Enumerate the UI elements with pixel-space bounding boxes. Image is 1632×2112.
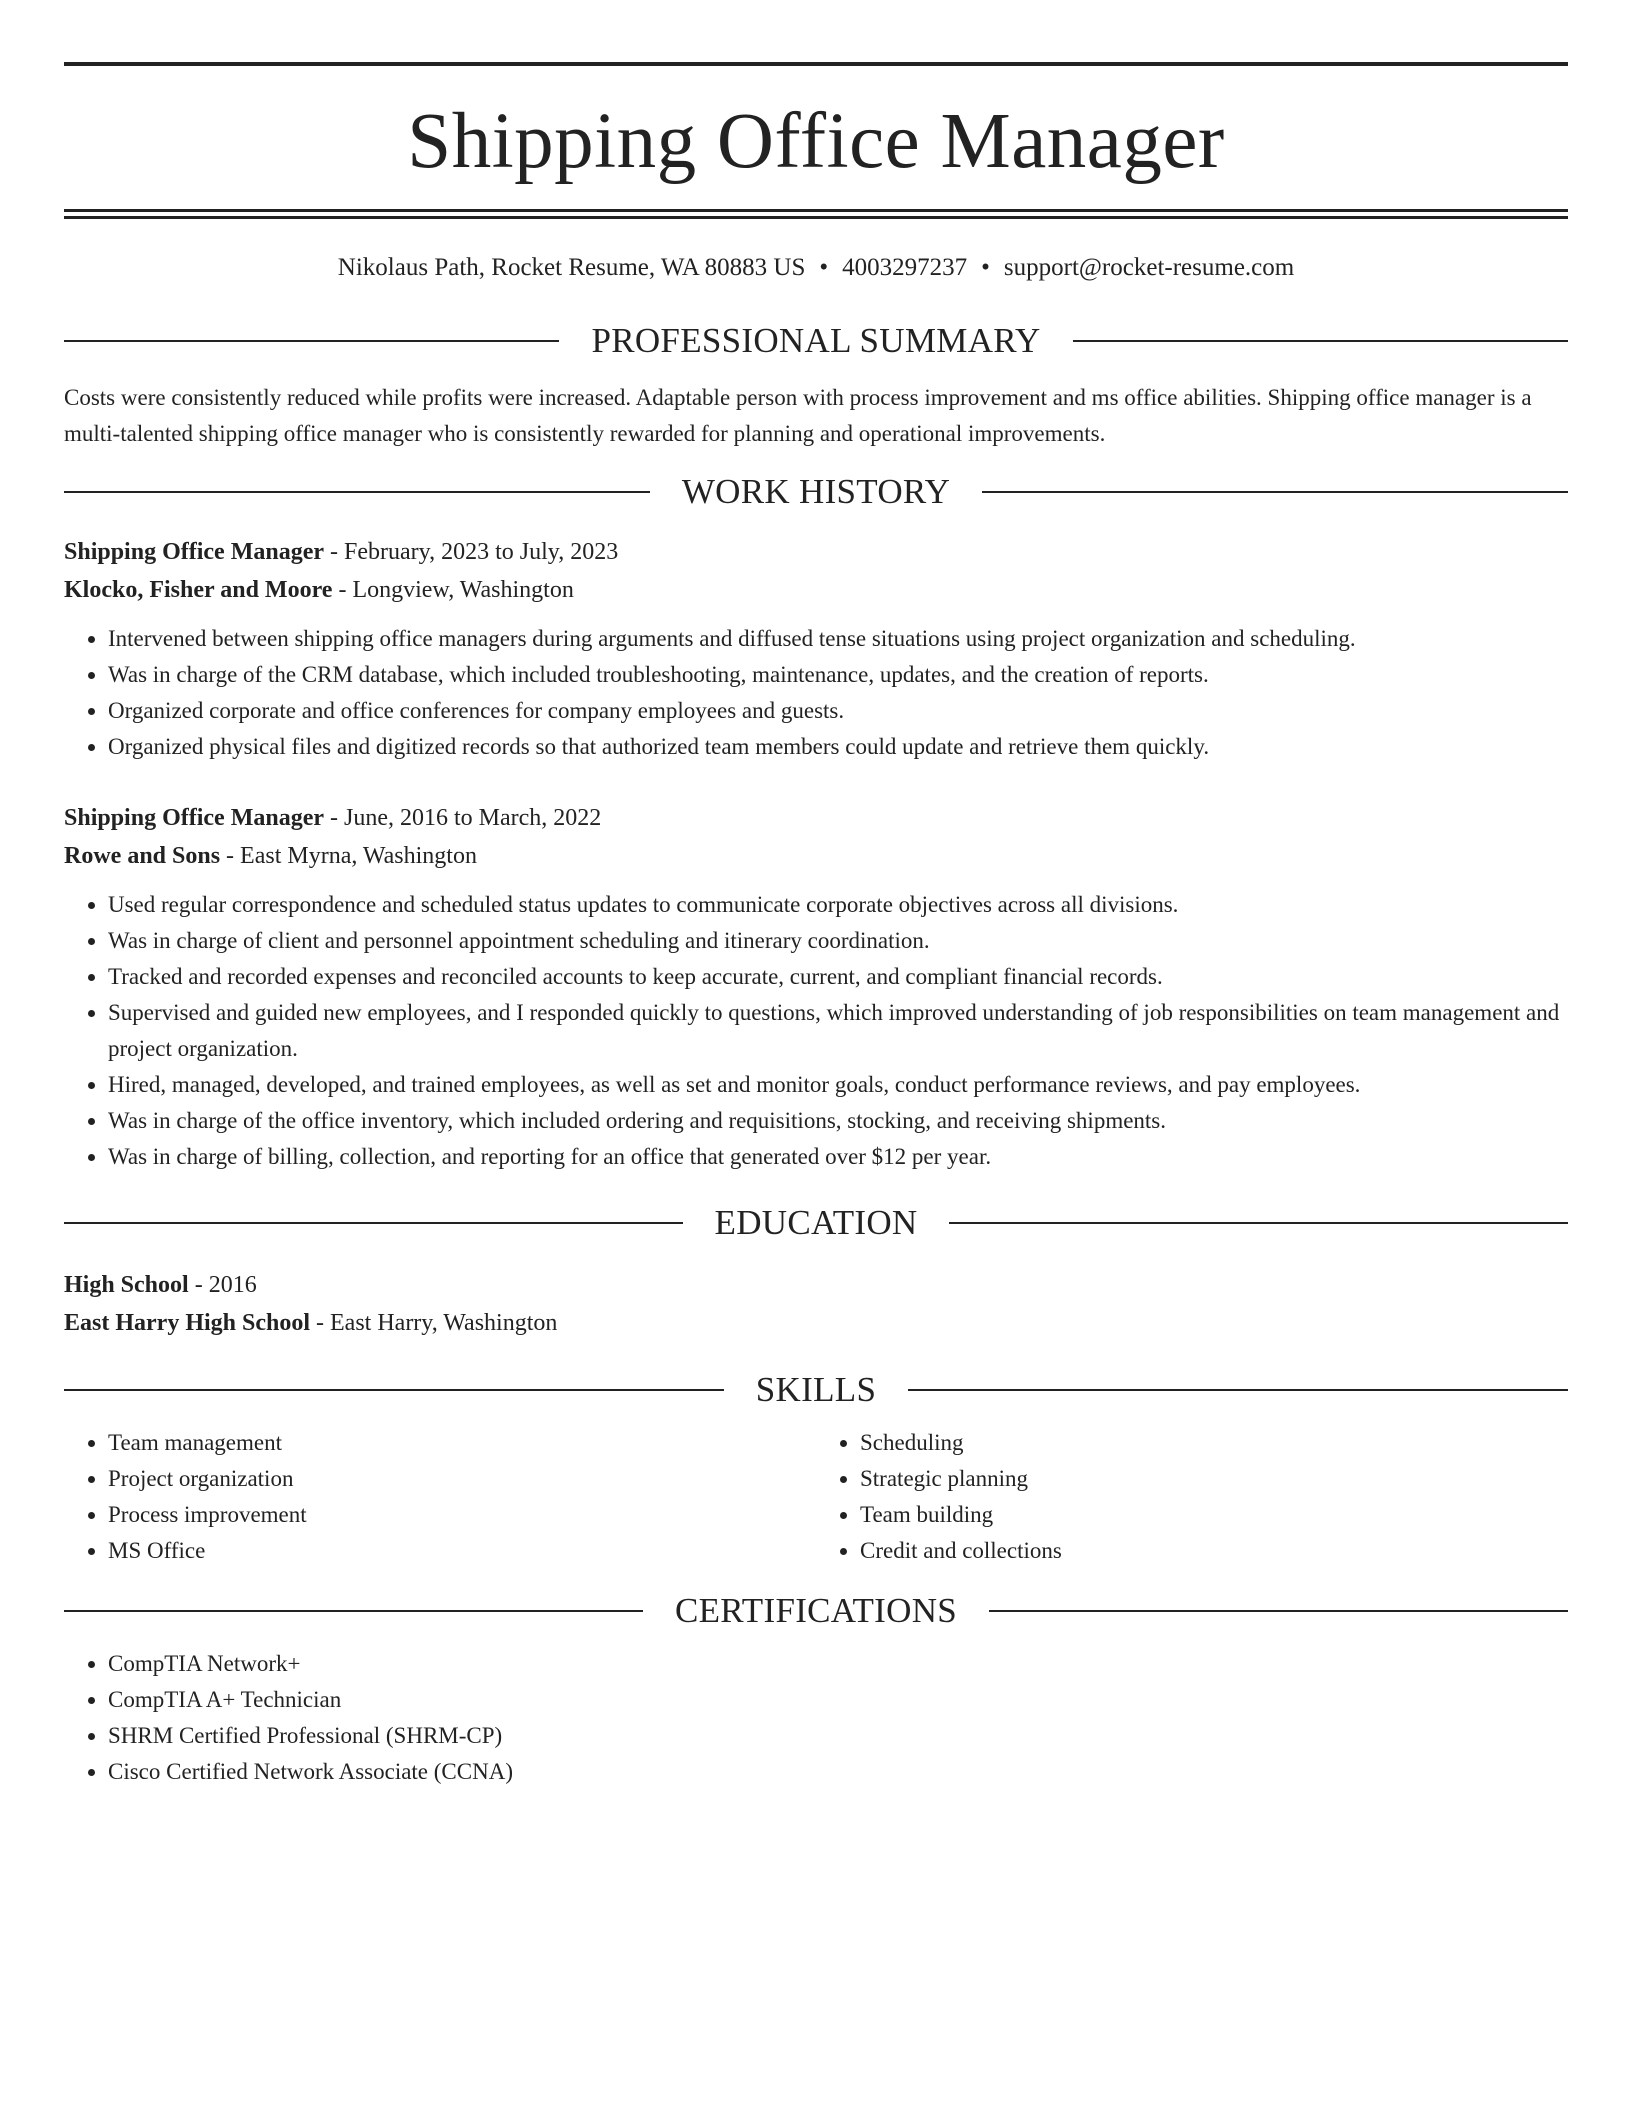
list-item: • Tracked and recorded expenses and reconciled accounts to keep accurate, current, and compliant financial records.: [108, 959, 1568, 995]
heading-rule: [982, 491, 1568, 493]
job-dates: - February, 2023 to July, 2023: [324, 539, 619, 565]
list-item: • CompTIA A+ Technician: [108, 1682, 1568, 1718]
job-location: - East Myrna, Washington: [220, 843, 477, 869]
list-item: • Hired, managed, developed, and trained employees, as well as set and monitor goals, conduct performance reviews, and pay employees.: [108, 1067, 1568, 1103]
job-bullets: [64, 621, 1568, 765]
skills-list-right: [816, 1425, 1568, 1569]
education-school: East Harry High School: [64, 1310, 311, 1336]
list-item: • Was in charge of billing, collection, and reporting for an office that generated over $12 per year.: [108, 1139, 1568, 1175]
contact-address: Nikolaus Path, Rocket Resume, WA 80883 US: [337, 254, 806, 281]
heading-rule: [64, 1610, 643, 1612]
list-item: • Used regular correspondence and scheduled status updates to communicate corporate objectives across all divisions.: [108, 887, 1568, 923]
heading-rule: [989, 1610, 1568, 1612]
list-item: • Intervened between shipping office managers during arguments and diffused tense situations using project organization and scheduling.: [108, 621, 1568, 657]
job-company-line: [64, 571, 1568, 609]
section-title: CERTIFICATIONS: [674, 1591, 958, 1630]
heading-rule: [949, 1222, 1568, 1224]
job-bullets: [64, 887, 1568, 1175]
list-item: • Team building: [860, 1497, 1568, 1533]
skills-list-left: [64, 1425, 816, 1569]
education-school-line: [64, 1304, 1568, 1342]
list-item: • Was in charge of client and personnel appointment scheduling and itinerary coordination.: [108, 923, 1568, 959]
section-heading-work-history: [64, 474, 1568, 509]
heading-rule: [908, 1389, 1568, 1391]
heading-rule: [64, 1222, 683, 1224]
list-item: • MS Office: [108, 1533, 816, 1569]
list-item: • Credit and collections: [860, 1533, 1568, 1569]
list-item: • Was in charge of the office inventory, which included ordering and requisitions, stocking, and receiving shipments.: [108, 1103, 1568, 1139]
job-role-line: [64, 799, 1568, 837]
heading-rule: [64, 340, 559, 342]
education-degree-line: [64, 1266, 1568, 1304]
job-dates: - June, 2016 to March, 2022: [324, 805, 602, 831]
skills-columns: [64, 1425, 1568, 1569]
section-heading-certifications: [64, 1593, 1568, 1628]
job-entry: [64, 799, 1568, 1175]
list-item: • Cisco Certified Network Associate (CCNA): [108, 1754, 1568, 1790]
education-degree: High School: [64, 1272, 189, 1298]
certifications-list: [64, 1646, 1568, 1790]
job-company: Rowe and Sons: [64, 843, 221, 869]
summary-text: Costs were consistently reduced while profits were increased. Adaptable person with process improvement and ms office abilities. Shipping office manager is a multi-talented shipping office manager who is consistently rewarded for planning and operational improvements.: [64, 385, 1532, 446]
contact-separator: •: [819, 254, 829, 281]
job-role: Shipping Office Manager: [64, 539, 325, 565]
list-item: • SHRM Certified Professional (SHRM-CP): [108, 1718, 1568, 1754]
list-item: • Process improvement: [108, 1497, 816, 1533]
section-heading-summary: [64, 323, 1568, 358]
contact-line: [64, 253, 1568, 283]
job-company: Klocko, Fisher and Moore: [64, 577, 333, 603]
section-title: PROFESSIONAL SUMMARY: [591, 321, 1041, 360]
section-title: WORK HISTORY: [681, 472, 951, 511]
list-item: • Supervised and guided new employees, and I responded quickly to questions, which improved understanding of job responsibilities on team management and project organization.: [108, 995, 1568, 1067]
heading-rule: [64, 491, 650, 493]
list-item: • Organized corporate and office conferences for company employees and guests.: [108, 693, 1568, 729]
list-item: • Scheduling: [860, 1425, 1568, 1461]
job-role-line: [64, 533, 1568, 571]
job-entry: [64, 533, 1568, 765]
section-heading-education: [64, 1205, 1568, 1240]
job-location: - Longview, Washington: [332, 577, 574, 603]
contact-email[interactable]: support@rocket-resume.com: [1003, 254, 1295, 281]
list-item: • Project organization: [108, 1461, 816, 1497]
job-company-line: [64, 837, 1568, 875]
title-double-rule: [64, 209, 1568, 219]
contact-phone[interactable]: 4003297237: [842, 254, 968, 281]
list-item: • Strategic planning: [860, 1461, 1568, 1497]
heading-rule: [64, 1389, 724, 1391]
education-location: - East Harry, Washington: [310, 1310, 558, 1336]
section-title: EDUCATION: [714, 1203, 918, 1242]
top-rule: [64, 62, 1568, 66]
section-heading-skills: [64, 1372, 1568, 1407]
job-role: Shipping Office Manager: [64, 805, 325, 831]
list-item: • Was in charge of the CRM database, which included troubleshooting, maintenance, updates, and the creation of reports.: [108, 657, 1568, 693]
resume-title: Shipping Office Manager: [407, 98, 1225, 185]
heading-rule: [1073, 340, 1568, 342]
section-title: SKILLS: [755, 1370, 877, 1409]
education-entry: [64, 1266, 1568, 1342]
education-year: - 2016: [188, 1272, 257, 1298]
list-item: • Team management: [108, 1425, 816, 1461]
list-item: • CompTIA Network+: [108, 1646, 1568, 1682]
contact-separator: •: [981, 254, 990, 281]
list-item: • Organized physical files and digitized records so that authorized team members could update and retrieve them quickly.: [108, 729, 1568, 765]
